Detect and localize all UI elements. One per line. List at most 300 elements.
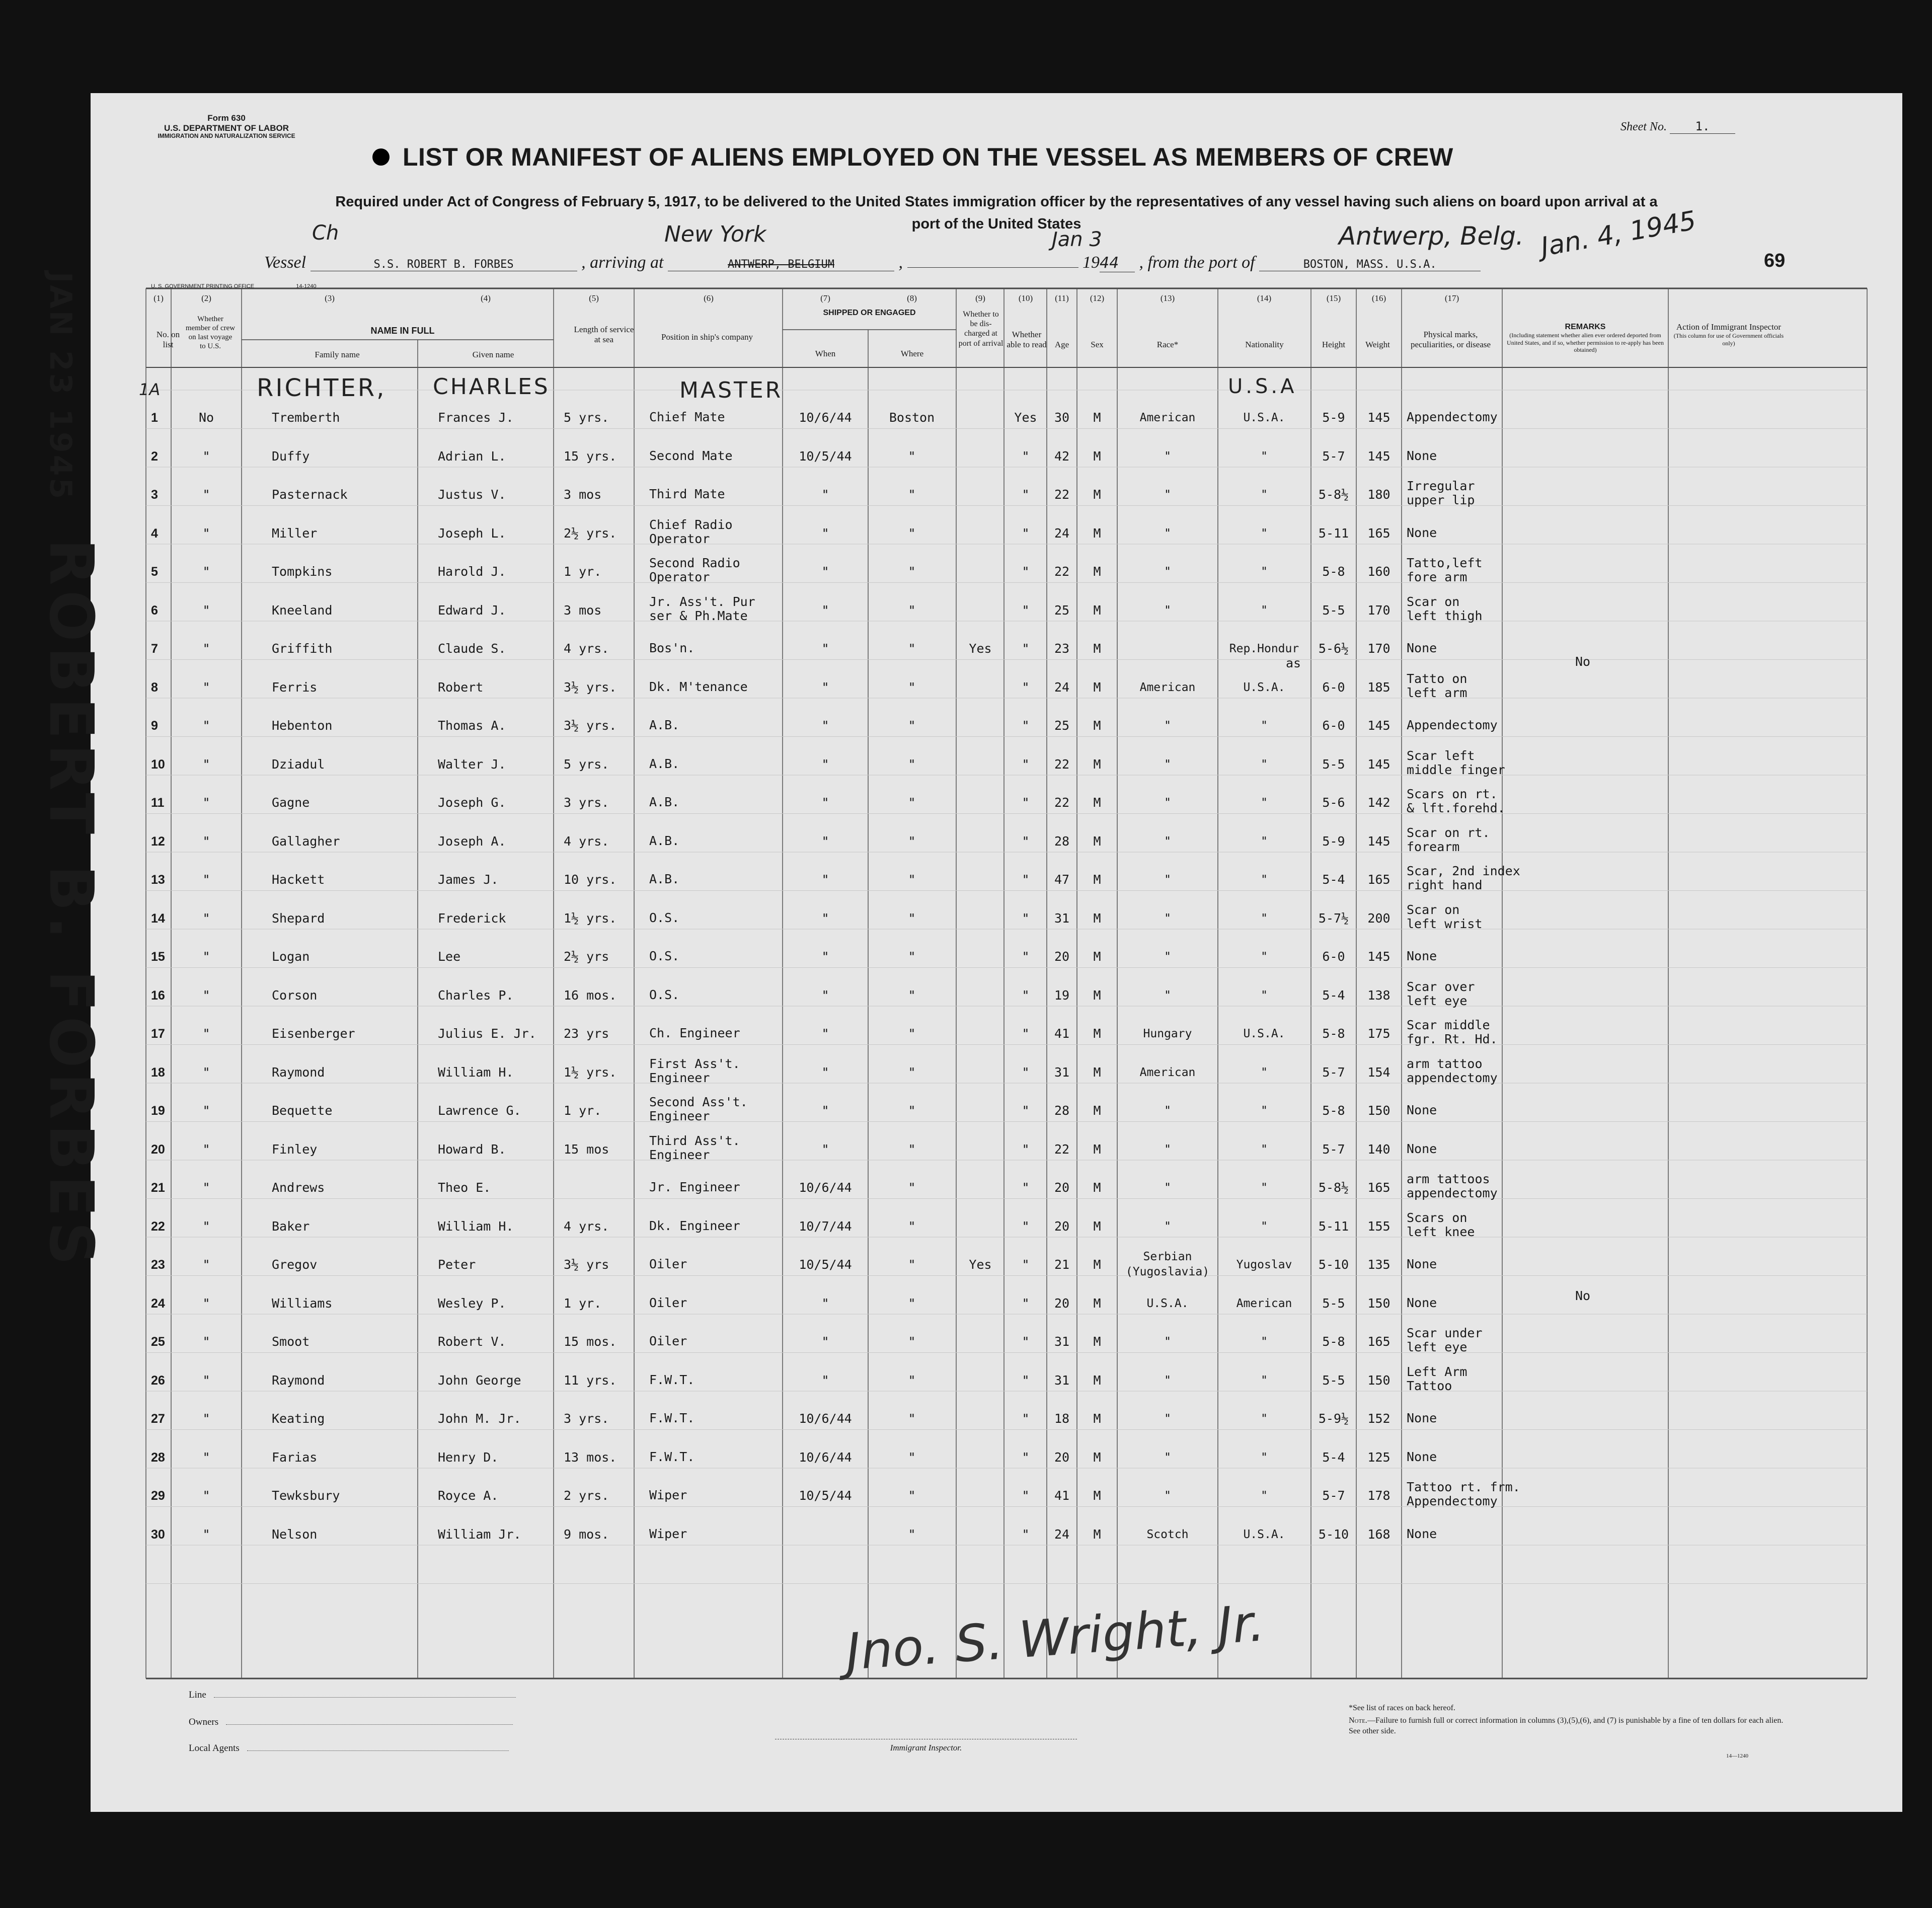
row-able-read: " [1022,641,1030,656]
row-race: American [1139,680,1196,694]
row-number: 11 [151,796,165,810]
row-given-name: John M. Jr. [438,1411,521,1426]
row-race: " [1164,1104,1171,1117]
row-shipped-where: " [908,602,916,618]
footer-note [1349,1716,1792,1737]
row-sex: M [1093,525,1101,541]
row-family-name: Duffy [272,448,310,464]
year-suffix: 44 [1100,254,1135,272]
row-weight: 165 [1367,872,1390,887]
row-height: 6-0 [1322,679,1345,695]
master-position: MASTER [679,377,783,403]
row-member: " [202,1103,210,1118]
row-nationality: " [1261,1373,1268,1387]
hdr-physical: Physical marks, peculiarities, or disease [1410,330,1491,350]
row-able-read: " [1022,872,1030,887]
row-given-name: Robert [438,679,484,695]
row-length-service: 15 mos. [564,1334,617,1349]
row-weight: 154 [1367,1064,1390,1080]
row-race: " [1164,1181,1171,1194]
row-sex: M [1093,872,1101,887]
row-length-service: 1 yr. [564,564,602,579]
row-age: 28 [1054,833,1070,849]
master-nationality: U.S.A [1228,375,1297,398]
row-sex: M [1093,1064,1101,1080]
row-shipped-where: " [908,872,916,887]
row-physical-marks: None [1407,1257,1437,1271]
row-weight: 138 [1367,987,1390,1003]
row-position: First Ass't. Engineer [649,1056,740,1085]
row-position: O.S. [649,987,680,1002]
hdr-height: Height [1322,340,1346,349]
row-race: " [1164,488,1171,501]
row-nationality: " [1261,565,1268,578]
row-race: " [1164,1489,1171,1502]
row-shipped-where: " [908,525,916,541]
row-given-name: Lawrence G. [438,1103,521,1118]
row-age: 21 [1054,1257,1070,1272]
row-able-read: " [1022,602,1030,618]
row-physical-marks: Scars on rt. & lft.forehd. [1407,787,1505,815]
row-height: 5-7 [1322,1141,1345,1157]
row-length-service: 3 yrs. [564,1411,609,1426]
row-length-service: 23 yrs [564,1026,609,1041]
hdr-action-block [1671,322,1787,347]
row-physical-marks: Irregular upper lip [1407,479,1475,507]
row-shipped-when: " [821,833,829,849]
row-number: 17 [151,1027,165,1041]
row-number: 19 [151,1104,165,1118]
row-nationality: Yugoslav [1236,1258,1292,1271]
row-number: 3 [151,488,158,502]
row-sex: M [1093,564,1101,579]
row-weight: 152 [1367,1411,1390,1426]
row-physical-marks: Scar on left thigh [1407,594,1483,623]
row-family-name: Bequette [272,1103,333,1118]
row-given-name: Frances J. [438,410,514,425]
row-physical-marks: arm tattoos appendectomy [1407,1172,1498,1200]
row-shipped-where: " [908,795,916,810]
row-able-read: " [1022,1295,1030,1311]
row-weight: 170 [1367,641,1390,656]
row-height: 6-0 [1322,949,1345,964]
hdr-whether-member: Whether member of crew on last voyage to U.S. [185,315,236,350]
hdr-action-note: (This column for use of Government officials only) [1673,332,1784,347]
row-nationality: " [1261,1412,1268,1425]
row-length-service: 1 yr. [564,1103,602,1118]
row-nationality: U.S.A. [1243,411,1285,424]
row-sex: M [1093,1218,1101,1234]
row-nationality: U.S.A. [1243,1528,1285,1541]
hdr-length-service: Length of service at sea [574,325,634,345]
row-physical-marks: Scar over left eye [1407,979,1475,1008]
row-weight: 145 [1367,718,1390,733]
row-given-name: Royce A. [438,1488,499,1503]
row-height: 5-9½ [1318,1411,1349,1426]
row-length-service: 1½ yrs. [564,910,617,926]
row-member: " [202,987,210,1003]
row-length-service: 3½ yrs. [564,679,617,695]
inspector-signature: Jno. S. Wright, Jr. [843,1593,1267,1682]
row-age: 22 [1054,487,1070,502]
row-weight: 165 [1367,1180,1390,1195]
row-able-read: " [1022,1334,1030,1349]
row-weight: 155 [1367,1218,1390,1234]
row-shipped-when: " [821,564,829,579]
vessel-name: S.S. ROBERT B. FORBES [311,258,577,271]
row-weight: 145 [1367,833,1390,849]
row-physical-marks: Appendectomy [1407,410,1498,424]
hdr-where: Where [900,349,924,358]
row-race: " [1164,1142,1171,1156]
row-member: No [198,410,214,425]
row-length-service: 3 yrs. [564,795,609,810]
row-able-read: " [1022,1103,1030,1118]
row-member: " [202,1411,210,1426]
column-number: (7) [820,293,830,303]
row-weight: 150 [1367,1103,1390,1118]
row-race: " [1164,873,1171,886]
row-shipped-when: 10/6/44 [799,1180,852,1195]
column-number: (9) [975,293,985,303]
hdr-name-in-full: NAME IN FULL [370,326,435,336]
row-length-service: 5 yrs. [564,410,609,425]
row-height: 5-9 [1322,833,1345,849]
remarks-entry: No [1575,1288,1591,1303]
row-sex: M [1093,679,1101,695]
row-physical-marks: Tatto,left fore arm [1407,556,1483,584]
row-length-service: 15 mos [564,1141,609,1157]
row-family-name: Tremberth [272,410,340,425]
row-shipped-where: " [908,1141,916,1157]
subtitle-line-2: port of the United States [911,215,1081,232]
row-shipped-where: " [908,1103,916,1118]
row-shipped-where: " [908,1064,916,1080]
handwritten-departure: Jan. 4, 1945 [1538,205,1698,263]
hdr-remarks-note: (Including statement whether alien ever ordered deported from United States, and if so, whether permission to re-apply has been obtained) [1507,332,1664,353]
row-age: 24 [1054,679,1070,695]
hdr-sex: Sex [1091,340,1104,349]
row-height: 5-5 [1322,1295,1345,1311]
row-able-read: " [1022,525,1030,541]
hdr-nationality: Nationality [1245,340,1284,349]
row-nationality: " [1261,950,1268,963]
handwritten-date: Jan 3 [1052,228,1102,251]
row-shipped-when: 10/5/44 [799,1488,852,1503]
row-member: " [202,949,210,964]
row-physical-marks: None [1407,1141,1437,1156]
row-sex: M [1093,1257,1101,1272]
row-sex: M [1093,641,1101,656]
row-age: 18 [1054,1411,1070,1426]
row-given-name: Thomas A. [438,718,506,733]
row-physical-marks: Appendectomy [1407,718,1498,732]
row-member: " [202,1257,210,1272]
hdr-family-name: Family name [315,350,360,359]
row-shipped-when: " [821,718,829,733]
row-sex: M [1093,795,1101,810]
row-physical-marks: Scars on left knee [1407,1210,1475,1239]
row-weight: 170 [1367,602,1390,618]
column-number: (6) [704,293,714,303]
row-weight: 165 [1367,1334,1390,1349]
row-shipped-when: " [821,525,829,541]
row-age: 20 [1054,949,1070,964]
row-height: 5-5 [1322,756,1345,772]
row-position: O.S. [649,910,680,925]
row-position: Jr. Engineer [649,1180,740,1194]
row-age: 22 [1054,1141,1070,1157]
row-nationality: U.S.A. [1243,1027,1285,1040]
row-given-name: Charles P. [438,987,514,1003]
row-shipped-when: " [821,602,829,618]
row-physical-marks: Scar left middle finger [1407,748,1505,777]
row-position: A.B. [649,756,680,771]
column-number: (13) [1160,293,1175,303]
year-prefix: 19 [1083,253,1100,272]
row-race: " [1164,526,1171,540]
row-length-service: 4 yrs. [564,1218,609,1234]
row-family-name: Andrews [272,1180,325,1195]
row-number: 24 [151,1296,165,1311]
row-able-read: " [1022,1257,1030,1272]
row-position: Bos'n. [649,641,695,655]
row-physical-marks: None [1407,448,1437,463]
row-weight: 145 [1367,410,1390,425]
row-number: 27 [151,1412,165,1426]
column-number: (14) [1257,293,1272,303]
row-shipped-when: " [821,1141,829,1157]
row-length-service: 2 yrs. [564,1488,609,1503]
footer-line-blank [214,1697,516,1698]
hdr-remarks-block [1502,322,1668,353]
row-position: Jr. Ass't. Pur ser & Ph.Mate [649,594,755,623]
row-position: Oiler [649,1334,687,1348]
master-family: RICHTER, [257,374,387,402]
row-age: 22 [1054,564,1070,579]
row-number: 4 [151,526,158,541]
row-family-name: Finley [272,1141,318,1157]
row-member: " [202,1141,210,1157]
row-able-read: " [1022,1026,1030,1041]
row-able-read: " [1022,1449,1030,1465]
row-shipped-when: " [821,679,829,695]
column-number: (10) [1018,293,1033,303]
row-number: 6 [151,603,158,618]
row-given-name: William Jr. [438,1527,521,1542]
gpo-label: U. S. GOVERNMENT PRINTING OFFICE [151,283,255,289]
handwritten-from: Antwerp, Belg. [1339,221,1524,251]
row-length-service: 5 yrs. [564,756,609,772]
row-given-name: Joseph L. [438,525,506,541]
row-sex: M [1093,987,1101,1003]
row-shipped-when: " [821,756,829,772]
row-sex: M [1093,602,1101,618]
row-number: 25 [151,1335,165,1349]
row-given-name: James J. [438,872,499,887]
row-physical-marks: None [1407,949,1437,963]
row-family-name: Williams [272,1295,333,1311]
hdr-weight: Weight [1365,340,1390,349]
row-able-read: " [1022,949,1030,964]
row-family-name: Eisenberger [272,1026,355,1041]
row-shipped-where: " [908,987,916,1003]
inspector-label: Immigrant Inspector. [890,1743,962,1752]
row-weight: 150 [1367,1295,1390,1311]
row-shipped-where: " [908,1295,916,1311]
row-race: Hungary [1143,1027,1192,1040]
footer-agents-field [189,1743,509,1754]
row-discharged: Yes [969,1257,992,1272]
row-race: " [1164,988,1171,1002]
row-shipped-where: " [908,1449,916,1465]
date-stamp: JAN 23 1945 [43,272,78,501]
row-sex: M [1093,756,1101,772]
row-member: " [202,564,210,579]
row-physical-marks: None [1407,1411,1437,1425]
row-shipped-where: " [908,1026,916,1041]
row-position: F.W.T. [649,1372,695,1387]
from-label: , from the port of [1139,253,1255,272]
row-weight: 125 [1367,1449,1390,1465]
row-height: 5-6½ [1318,641,1349,656]
row-shipped-where: " [908,1527,916,1542]
row-given-name: Walter J. [438,756,506,772]
row-race: " [1164,1373,1171,1387]
hdr-action: Action of Immigrant Inspector [1676,322,1782,332]
row-shipped-when: " [821,949,829,964]
row-physical-marks: None [1407,525,1437,540]
row-length-service: 13 mos. [564,1449,617,1465]
row-age: 20 [1054,1218,1070,1234]
handwritten-note: Ch [312,221,339,245]
row-race: American [1139,1065,1196,1079]
row-family-name: Gagne [272,795,310,810]
row-sex: M [1093,1372,1101,1388]
row-given-name: Theo E. [438,1180,491,1195]
row-weight: 165 [1367,525,1390,541]
row-nationality: " [1261,1219,1268,1233]
department: U.S. DEPARTMENT OF LABOR [164,123,289,133]
row-sex: M [1093,1141,1101,1157]
row-member: " [202,487,210,502]
row-number: 23 [151,1258,165,1272]
footer-code: 14—1240 [1726,1753,1748,1759]
row-shipped-when: " [821,1103,829,1118]
row-position: A.B. [649,872,680,886]
row-given-name: Justus V. [438,487,506,502]
row-nationality: " [1261,603,1268,617]
hdr-position: Position in ship's company [661,332,753,342]
row-family-name: Tewksbury [272,1488,340,1503]
page-number: 69 [1764,250,1786,271]
row-physical-marks: Tatto on left arm [1407,671,1467,700]
row-shipped-when: " [821,641,829,656]
column-number: (17) [1444,293,1459,303]
row-member: " [202,1295,210,1311]
row-height: 5-8½ [1318,487,1349,502]
row-shipped-where: " [908,679,916,695]
row-race: " [1164,834,1171,848]
hdr-shipped-engaged: SHIPPED OR ENGAGED [823,309,916,317]
row-family-name: Tompkins [272,564,333,579]
row-position: O.S. [649,949,680,963]
row-age: 24 [1054,1527,1070,1542]
row-sex: M [1093,949,1101,964]
row-length-service: 11 yrs. [564,1372,617,1388]
row-height: 5-7 [1322,448,1345,464]
row-nationality: " [1261,834,1268,848]
row-able-read: " [1022,448,1030,464]
column-number: (1) [153,293,164,303]
row-position: Wiper [649,1488,687,1502]
footer-owners-label: Owners [189,1717,219,1727]
row-nationality: Rep.Hondur [1229,642,1299,655]
row-sex: M [1093,1411,1101,1426]
row-given-name: Adrian L. [438,448,506,464]
row-number: 10 [151,757,165,772]
vessel-label: Vessel [264,253,306,272]
row-position: Chief Mate [649,410,725,424]
row-number: 22 [151,1219,165,1234]
service-name: IMMIGRATION AND NATURALIZATION SERVICE [158,132,295,140]
row-weight: 135 [1367,1257,1390,1272]
row-race: " [1164,911,1171,925]
row-race: " [1164,719,1171,732]
column-number: (2) [201,293,211,303]
row-age: 28 [1054,1103,1070,1118]
row-age: 25 [1054,718,1070,733]
row-member: " [202,1372,210,1388]
row-able-read: " [1022,1218,1030,1234]
row-nationality: " [1261,1451,1268,1464]
row-number: 15 [151,950,165,964]
row-shipped-when: " [821,987,829,1003]
row-shipped-when: 10/6/44 [799,1449,852,1465]
row-member: " [202,910,210,926]
row-member: " [202,795,210,810]
column-number: (3) [325,293,335,303]
row-given-name: Wesley P. [438,1295,506,1311]
row-physical-marks: Left Arm Tattoo [1407,1364,1467,1393]
row-given-name: Robert V. [438,1334,506,1349]
row-shipped-where: " [908,487,916,502]
hdr-given-name: Given name [472,350,514,359]
row-shipped-when: " [821,1064,829,1080]
column-number: (8) [907,293,917,303]
row-number: 16 [151,988,165,1003]
sheet-number: 1. [1670,119,1735,134]
row-given-name: William H. [438,1218,514,1234]
row-length-service: 2½ yrs [564,949,609,964]
row-number: 26 [151,1373,165,1388]
row-nationality: " [1261,1335,1268,1348]
row-given-name: Edward J. [438,602,506,618]
row-position: A.B. [649,718,680,732]
row-weight: 142 [1367,795,1390,810]
row-shipped-where: " [908,1257,916,1272]
hdr-able-read: Whether able to read [1007,330,1047,350]
row-age: 41 [1054,1488,1070,1503]
row-nationality: " [1261,911,1268,925]
row-position: Third Mate [649,487,725,501]
row-length-service: 4 yrs. [564,641,609,656]
row-age: 41 [1054,1026,1070,1041]
races-note: *See list of races on back hereof. [1349,1704,1455,1712]
row-member: " [202,1449,210,1465]
hdr-when: When [815,349,836,358]
vessel-line: Vessel S.S. ROBERT B. FORBES , arriving at ANTWERP, BELGIUM , 1944 , from the port of BOSTON, MASS. U.S.A. [264,253,1774,272]
